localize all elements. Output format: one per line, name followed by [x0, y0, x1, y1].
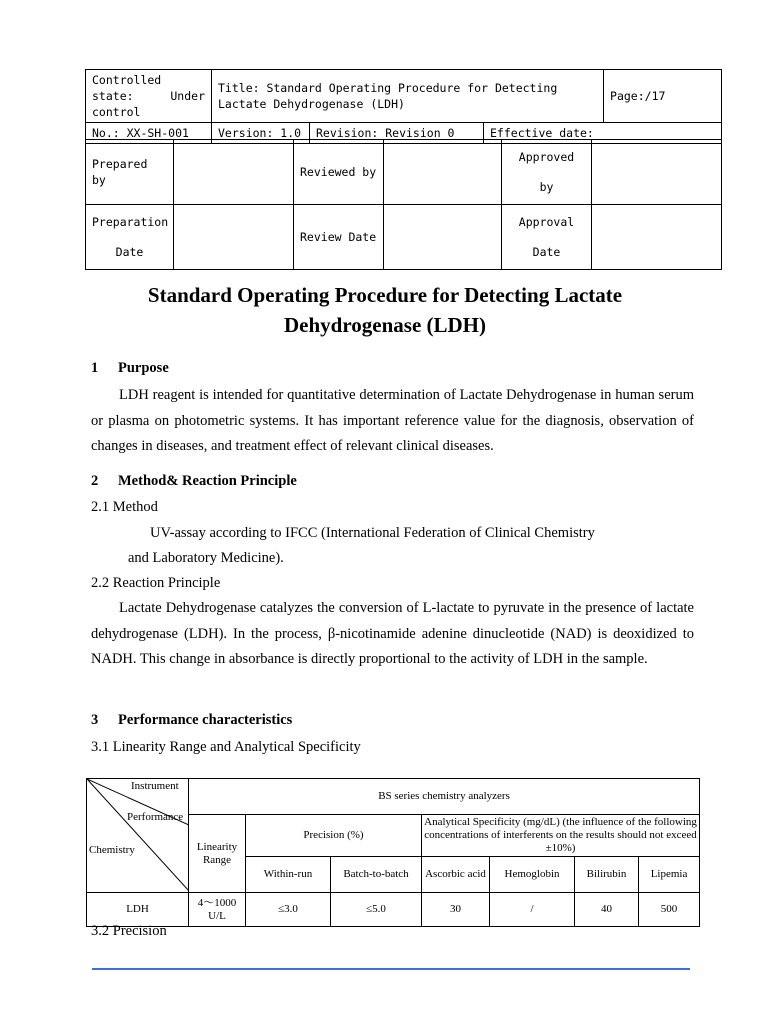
- bilirubin-header: Bilirubin: [575, 857, 639, 893]
- section-1-title: Purpose: [118, 360, 169, 376]
- prepared-by-value: [174, 140, 294, 205]
- footer-divider: [92, 968, 690, 970]
- prepared-by-label: Prepared by: [86, 140, 174, 205]
- approval-date-label: [502, 205, 592, 270]
- row-linearity: 4～1000 U/L: [189, 893, 246, 927]
- effective-date: Effective date:: [484, 123, 722, 144]
- section-2-1-line1: UV-assay according to IFCC (International Federation of Clinical Chemistry: [150, 525, 595, 541]
- preparation-date-line2: Date: [115, 245, 144, 259]
- approval-date-line1: Approval: [518, 215, 575, 229]
- review-date-label: Review Date: [294, 205, 384, 270]
- batch-to-batch-header: Batch-to-batch: [331, 857, 422, 893]
- row-chemistry: LDH: [87, 893, 189, 927]
- approved-by-line1: Approved: [518, 150, 575, 164]
- diagonal-line-chemistry: [87, 779, 189, 891]
- row-hemoglobin: /: [490, 893, 575, 927]
- controlled-state-control: control: [92, 105, 141, 119]
- document-version: Version: 1.0: [212, 123, 310, 144]
- section-2-title: Method& Reaction Principle: [118, 473, 297, 489]
- preparation-date-line1: Preparation: [92, 215, 169, 229]
- preparation-date-value: [174, 205, 294, 270]
- linearity-range-header: Linearity Range: [189, 815, 246, 893]
- row-ascorbic-acid: 30: [422, 893, 490, 927]
- document-revision: Revision: Revision 0: [310, 123, 484, 144]
- section-2-1-line2: and Laboratory Medicine).: [128, 550, 284, 566]
- controlled-state-word: state:: [92, 89, 134, 103]
- lipemia-header: Lipemia: [639, 857, 700, 893]
- signoff-table: [85, 139, 722, 270]
- approval-date-line2: Date: [532, 245, 561, 259]
- section-3-2-heading: 3.2 Precision: [91, 923, 167, 939]
- diagonal-performance-label: Performance: [127, 811, 184, 823]
- controlled-state-cell: [86, 70, 212, 123]
- reviewed-by-value: [384, 140, 502, 205]
- approval-date-value: [592, 205, 722, 270]
- ascorbic-acid-header: Ascorbic acid: [422, 857, 490, 893]
- section-1-body: LDH reagent is intended for quantitative determination of Lactate Dehydrogenase in human serum or plasma on photometric systems. It has important reference value for the diagnosis, observation of changes in diseases, and treatment effect of relevant clinical diseases.: [91, 387, 694, 454]
- section-2-number: 2: [91, 473, 99, 489]
- approved-by-label: [502, 140, 592, 205]
- controlled-state-label: Controlled: [92, 73, 162, 87]
- diagonal-chemistry-label: Chemistry: [89, 844, 135, 856]
- specificity-header: Analytical Specificity (mg/dL) (the influence of the following concentrations of interferents on the results should not exceed ±10%): [422, 815, 700, 857]
- preparation-date-label: [86, 205, 174, 270]
- row-lipemia: 500: [639, 893, 700, 927]
- section-2-2-body: Lactate Dehydrogenase catalyzes the conversion of L-lactate to pyruvate in the presence of lactate dehydrogenase (LDH). In the process, β-nicotinamide adenine dinucleotide (NAD) is deoxidized to NADH. This change in absorbance is directly proportional to the activity of LDH in the sample.: [91, 600, 694, 667]
- approved-by-line2: by: [539, 180, 554, 194]
- section-2-heading: [91, 473, 297, 490]
- row-within-run: ≤3.0: [246, 893, 331, 927]
- performance-table: [86, 778, 700, 927]
- row-batch-to-batch: ≤5.0: [331, 893, 422, 927]
- hemoglobin-header: Hemoglobin: [490, 857, 575, 893]
- page-cell: Page:/17: [604, 70, 722, 123]
- diagonal-instrument-label: Instrument: [131, 780, 179, 792]
- row-bilirubin: 40: [575, 893, 639, 927]
- diagonal-lines: [87, 779, 189, 891]
- section-3-heading: [91, 712, 292, 729]
- section-3-title: Performance characteristics: [118, 712, 293, 728]
- document-title: Standard Operating Procedure for Detecting Lactate Dehydrogenase (LDH): [147, 283, 623, 337]
- within-run-header: Within-run: [246, 857, 331, 893]
- table-row: [87, 893, 700, 927]
- section-2-2-heading: 2.2 Reaction Principle: [91, 575, 221, 591]
- section-1-heading: [91, 360, 169, 377]
- section-1-number: 1: [91, 360, 99, 376]
- section-3-number: 3: [91, 712, 99, 728]
- controlled-state-under: Under: [170, 89, 205, 103]
- document-title-cell: Title: Standard Operating Procedure for Detecting Lactate Dehydrogenase (LDH): [212, 70, 604, 123]
- approved-by-value: [592, 140, 722, 205]
- document-control-header: [85, 69, 722, 144]
- analyzer-header: BS series chemistry analyzers: [189, 779, 700, 815]
- precision-header: Precision (%): [246, 815, 422, 857]
- document-number: No.: XX-SH-001: [86, 123, 212, 144]
- review-date-value: [384, 205, 502, 270]
- section-3-1-heading: 3.1 Linearity Range and Analytical Specificity: [91, 739, 361, 755]
- section-2-1-heading: 2.1 Method: [91, 499, 158, 515]
- header-diagonal-cell: [87, 779, 189, 893]
- reviewed-by-label: Reviewed by: [294, 140, 384, 205]
